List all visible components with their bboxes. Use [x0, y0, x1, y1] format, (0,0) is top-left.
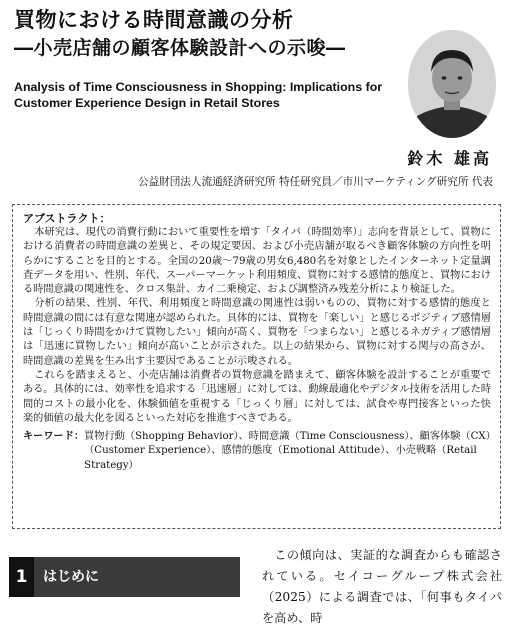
abstract-paragraph: 本研究は、現代の消費行動において重要性を増す「タイパ（時間効率）」志向を背景として、買物における消費者の時間意識の差異と、その規定要因、および小売店舗が取るべき顧客体験の方向性を明らかにすることを目的とする。全国の20歳～79歳の男女6,480名を対象としたインターネット定量調査データを用い、性別、年代、スーパーマーケット利用頻度、買物に対する感情的態度と、買物における時間意識の関連性を、クロス集計、カイ二乗検定、および調整済み残差分析により検証した。	[23, 227, 491, 296]
paper-title: 買物における時間意識の分析	[14, 8, 294, 32]
author-photo	[408, 30, 496, 138]
body-column	[262, 545, 502, 629]
abstract-paragraph: これらを踏まえると、小売店舗は消費者の買物意識を踏まえて、顧客体験を設計することが重要である。具体的には、効率性を追求する「迅速層」に対しては、動線最適化やデジタル技術を活用した時間的コストの最小化を、体験価値を重視する「じっくり層」に対しては、試食や専門接客といった快楽的価値の最大化を図るといった対応を推進すべきである。	[23, 369, 492, 424]
abstract-paragraph: 分析の結果、性別、年代、利用頻度と時間意識の関連性は弱いものの、買物に対する感情的態度と時間意識の間には有意な関連が認められた。具体的には、買物を「楽しい」と感じるポジティブ感情層は「じっくり時間をかけて買物したい」傾向が高く、買物を「つまらない」と感じるネガティブ感情層は「迅速に買物したい」傾向が高いことが示された。以上の結果から、買物に対する関与の高さが、時間意識の差異を生み出す主要因であることが示唆される。	[23, 298, 491, 367]
keywords	[23, 430, 491, 473]
keywords-text: 買物行動（Shopping Behavior）、時間意識（Time Consciousness）、顧客体験（CX）（Customer Experience）、感情的態度（Emotional Attitude）、小売戦略（Retail Strategy）	[84, 431, 491, 471]
abstract-box	[12, 204, 501, 529]
section-number: 1	[9, 557, 34, 597]
paper-title-english: Analysis of Time Consciousness in Shopping: Implications for Customer Experience Design in Retail Stores	[14, 80, 383, 110]
section-heading	[9, 557, 240, 597]
author-name: 鈴木 雄高	[407, 149, 492, 168]
keywords-label: キーワード：	[23, 431, 85, 443]
author-portrait-image	[408, 30, 496, 138]
author-affiliation: 公益財団法人流通経済研究所 特任研究員／市川マーケティング研究所 代表	[137, 176, 493, 188]
abstract-heading: アブストラクト：	[23, 212, 111, 225]
body-paragraph: この傾向は、実証的な調査からも確認されている。セイコーグループ株式会社（2025）による調査では、「何事もタイパを高め、時	[262, 548, 502, 625]
section-title: はじめに	[43, 569, 99, 585]
paper-subtitle: ―小売店舗の顧客体験設計への示唆―	[14, 37, 346, 59]
